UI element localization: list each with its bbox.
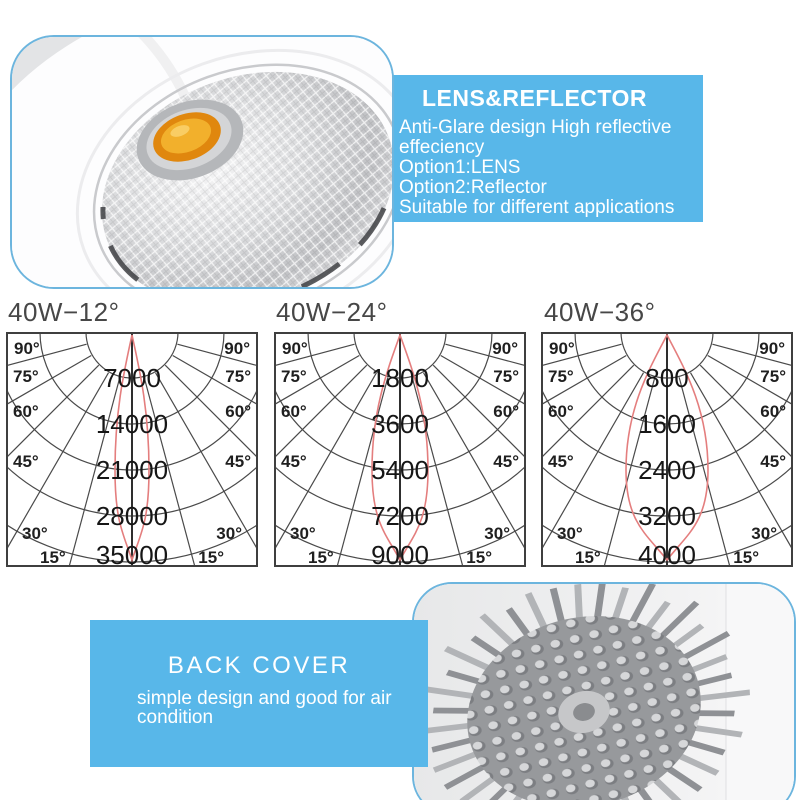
- svg-text:45°: 45°: [548, 452, 574, 471]
- lens-reflector-title: LENS&REFLECTOR: [421, 85, 648, 111]
- svg-text:45°: 45°: [13, 452, 39, 471]
- description-line: Anti-Glare design High reflective: [399, 117, 672, 138]
- svg-text:30°: 30°: [751, 524, 777, 543]
- svg-text:21000: 21000: [95, 455, 169, 485]
- lens-reflector-box: [366, 75, 703, 222]
- svg-text:15°: 15°: [466, 548, 492, 567]
- svg-text:3200: 3200: [638, 501, 696, 531]
- svg-text:60°: 60°: [548, 402, 574, 421]
- back-cover-title: BACK COVER: [167, 652, 351, 679]
- svg-text:800: 800: [645, 363, 689, 393]
- chart-title-12deg: 40W−12°: [8, 297, 120, 327]
- svg-text:90°: 90°: [759, 339, 785, 358]
- svg-text:7200: 7200: [371, 501, 429, 531]
- svg-text:90°: 90°: [492, 339, 518, 358]
- svg-text:7000: 7000: [103, 363, 161, 393]
- photometric-chart-36deg: [541, 332, 793, 570]
- svg-text:4000: 4000: [638, 540, 696, 570]
- svg-text:60°: 60°: [493, 402, 519, 421]
- svg-text:14000: 14000: [95, 409, 169, 439]
- svg-text:45°: 45°: [493, 452, 519, 471]
- svg-text:15°: 15°: [40, 548, 66, 567]
- svg-text:30°: 30°: [216, 524, 242, 543]
- downlight-illustration: [12, 37, 392, 287]
- svg-text:15°: 15°: [308, 548, 334, 567]
- svg-text:45°: 45°: [760, 452, 786, 471]
- back-cover-description: [90, 689, 428, 727]
- svg-text:60°: 60°: [760, 402, 786, 421]
- svg-text:2400: 2400: [638, 455, 696, 485]
- svg-text:30°: 30°: [557, 524, 583, 543]
- back-cover-box: [90, 620, 428, 767]
- svg-text:28000: 28000: [95, 501, 169, 531]
- description-line: Option2:Reflector: [399, 177, 547, 198]
- svg-text:15°: 15°: [198, 548, 224, 567]
- chart-title-24deg: 40W−24°: [276, 297, 388, 327]
- svg-text:30°: 30°: [484, 524, 510, 543]
- svg-text:3600: 3600: [371, 409, 429, 439]
- svg-text:15°: 15°: [575, 548, 601, 567]
- heatsink-photo: [412, 582, 796, 800]
- svg-text:30°: 30°: [290, 524, 316, 543]
- svg-text:75°: 75°: [548, 367, 574, 386]
- svg-text:90°: 90°: [549, 339, 575, 358]
- lens-reflector-description: [366, 118, 703, 218]
- svg-text:15°: 15°: [733, 548, 759, 567]
- svg-text:5400: 5400: [371, 455, 429, 485]
- svg-text:75°: 75°: [281, 367, 307, 386]
- svg-text:45°: 45°: [225, 452, 251, 471]
- polar-diagram: [541, 332, 793, 570]
- description-line: condition: [137, 707, 214, 728]
- svg-text:75°: 75°: [13, 367, 39, 386]
- svg-text:1800: 1800: [371, 363, 429, 393]
- photometric-chart-24deg: [274, 332, 526, 570]
- photometric-chart-12deg: [6, 332, 258, 570]
- description-line: effeciency: [399, 137, 485, 158]
- polar-diagram: [6, 332, 258, 570]
- description-line: simple design and good for air: [137, 688, 392, 709]
- svg-text:60°: 60°: [13, 402, 39, 421]
- svg-text:9000: 9000: [371, 540, 429, 570]
- svg-text:75°: 75°: [225, 367, 251, 386]
- svg-text:60°: 60°: [281, 402, 307, 421]
- svg-text:75°: 75°: [760, 367, 786, 386]
- svg-text:90°: 90°: [224, 339, 250, 358]
- svg-text:35000: 35000: [95, 540, 169, 570]
- svg-text:90°: 90°: [282, 339, 308, 358]
- downlight-photo: [10, 35, 394, 289]
- description-line: Suitable for different applications: [399, 197, 675, 218]
- heatsink-illustration: [414, 584, 794, 800]
- svg-text:90°: 90°: [14, 339, 40, 358]
- svg-text:75°: 75°: [493, 367, 519, 386]
- chart-title-36deg: 40W−36°: [544, 297, 656, 327]
- svg-text:45°: 45°: [281, 452, 307, 471]
- polar-diagram: [274, 332, 526, 570]
- svg-text:60°: 60°: [225, 402, 251, 421]
- svg-text:1600: 1600: [638, 409, 696, 439]
- description-line: Option1:LENS: [399, 157, 521, 178]
- svg-text:30°: 30°: [22, 524, 48, 543]
